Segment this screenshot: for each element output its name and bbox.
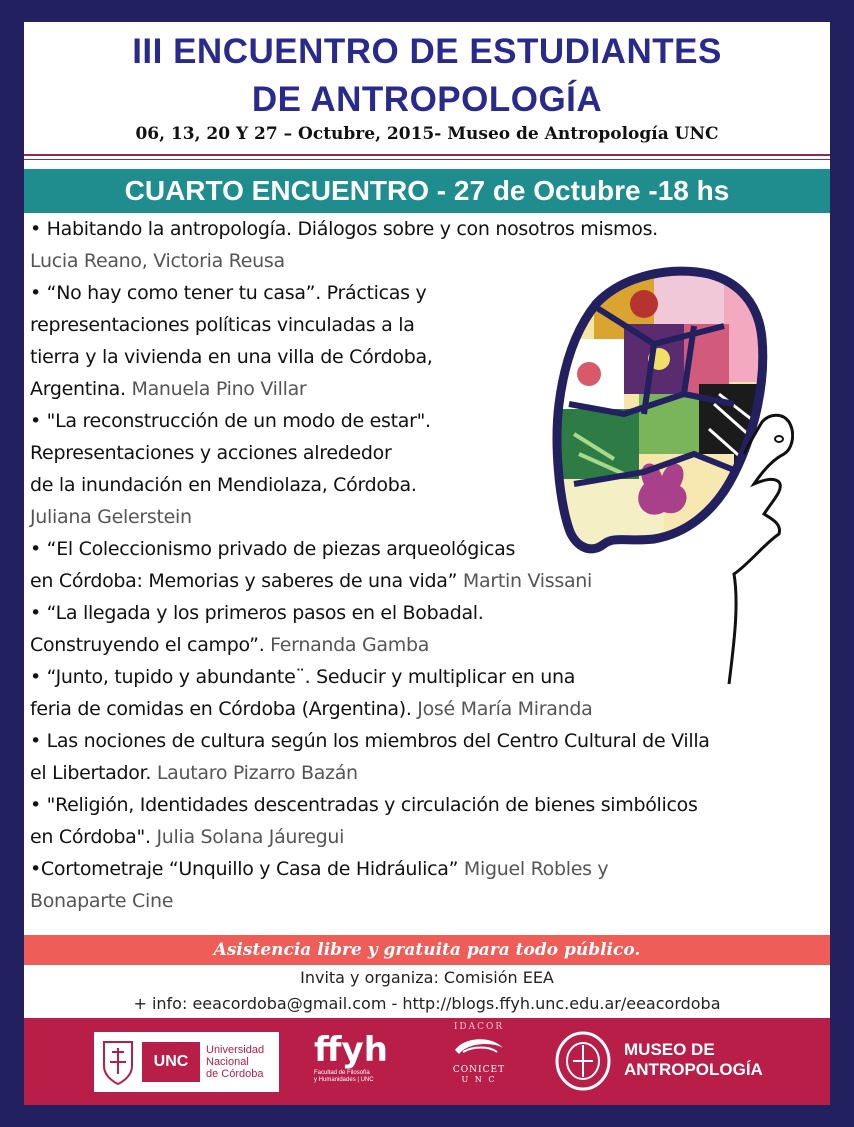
- talk-line: • "La reconstrucción de un modo de estar".: [30, 410, 431, 432]
- unc-logo: [94, 1032, 279, 1092]
- talk-line: el Libertador. Lautaro Pizarro Bazán: [30, 762, 358, 784]
- talk-line: • "Religión, Identidades descentradas y circulación de bienes simbólicos: [30, 794, 698, 816]
- museo-name-line: ANTROPOLOGÍA: [624, 1060, 763, 1079]
- contact-info: + info: eeacordoba@gmail.com - http://blogs.ffyh.unc.edu.ar/eeacordoba: [133, 994, 721, 1013]
- talk-line: Lucia Reano, Victoria Reusa: [30, 250, 285, 272]
- unc-name-line: Universidad: [206, 1044, 265, 1056]
- talk-line: • “Junto, tupido y abundante¨. Seducir y multiplicar en una: [30, 666, 576, 688]
- talk-line: • “El Coleccionismo privado de piezas arqueológicas: [30, 538, 516, 560]
- conicet-label: CONICET: [452, 1065, 506, 1075]
- museo-antropologia-logo: [554, 1028, 804, 1094]
- idacor-conicet-logo: [439, 1022, 519, 1100]
- talk-line: Construyendo el campo”. Fernanda Gamba: [30, 634, 430, 656]
- divider: [24, 154, 830, 156]
- event-title-line2: DE ANTROPOLOGÍA: [251, 80, 603, 119]
- organizer-text: Invita y organiza: Comisión EEA: [300, 968, 554, 987]
- talk-line: • “La llegada y los primeros pasos en el Bobadal.: [30, 602, 484, 624]
- talk-line: tierra y la vivienda en una villa de Córdoba,: [30, 346, 433, 368]
- talk-line: Argentina. Manuela Pino Villar: [30, 378, 307, 400]
- sponsor-logo-bar: [24, 1018, 830, 1105]
- speaking-head-illustration: [534, 244, 794, 704]
- event-title-line1: III ENCUENTRO DE ESTUDIANTES: [132, 32, 722, 71]
- unc-spaced-label: U N C: [461, 1075, 497, 1084]
- talk-line: de la inundación en Mendiolaza, Córdoba.: [30, 474, 417, 496]
- talk-line: feria de comidas en Córdoba (Argentina). José María Miranda: [30, 698, 593, 720]
- divider: [24, 159, 830, 160]
- talk-line: en Córdoba". Julia Solana Jáuregui: [30, 826, 345, 848]
- museo-name-line: MUSEO DE: [624, 1040, 715, 1059]
- free-entry-banner: Asistencia libre y gratuita para todo público.: [24, 935, 830, 965]
- talk-line: en Córdoba: Memorias y saberes de una vida” Martin Vissani: [30, 570, 593, 592]
- session-banner: CUARTO ENCUENTRO - 27 de Octubre -18 hs: [24, 169, 830, 213]
- talk-line: representaciones políticas vinculadas a la: [30, 314, 415, 336]
- talk-line: Juliana Gelerstein: [30, 506, 192, 528]
- event-dates: 06, 13, 20 Y 27 – Octubre, 2015- Museo de Antropología UNC: [135, 124, 719, 144]
- museo-emblem-icon: [554, 1030, 612, 1092]
- ffyh-wordmark: ffyh: [314, 1030, 388, 1070]
- unc-crest-icon: [100, 1038, 136, 1086]
- poster: [24, 22, 830, 1105]
- unc-name-line: Nacional: [206, 1056, 249, 1068]
- talk-line: • “No hay como tener tu casa”. Prácticas y: [30, 282, 427, 304]
- talk-line: • Habitando la antropología. Diálogos sobre y con nosotros mismos.: [30, 218, 658, 240]
- unc-abbr: UNC: [142, 1042, 200, 1082]
- ffyh-subtitle: Facultad de Filosofía: [314, 1070, 370, 1076]
- ffyh-logo: [314, 1030, 404, 1096]
- conicet-emblem-icon: [449, 1032, 509, 1060]
- talk-line: •Cortometraje “Unquillo y Casa de Hidráulica” Miguel Robles y: [30, 858, 609, 880]
- unc-name-line: de Córdoba: [206, 1068, 264, 1080]
- ffyh-subtitle: y Humanidades | UNC: [314, 1077, 374, 1083]
- talk-line: • Las nociones de cultura según los miembros del Centro Cultural de Villa: [30, 730, 710, 752]
- idacor-label: IDACOR: [453, 1022, 505, 1032]
- talk-line: Bonaparte Cine: [30, 890, 174, 912]
- talk-line: Representaciones y acciones alrededor: [30, 442, 392, 464]
